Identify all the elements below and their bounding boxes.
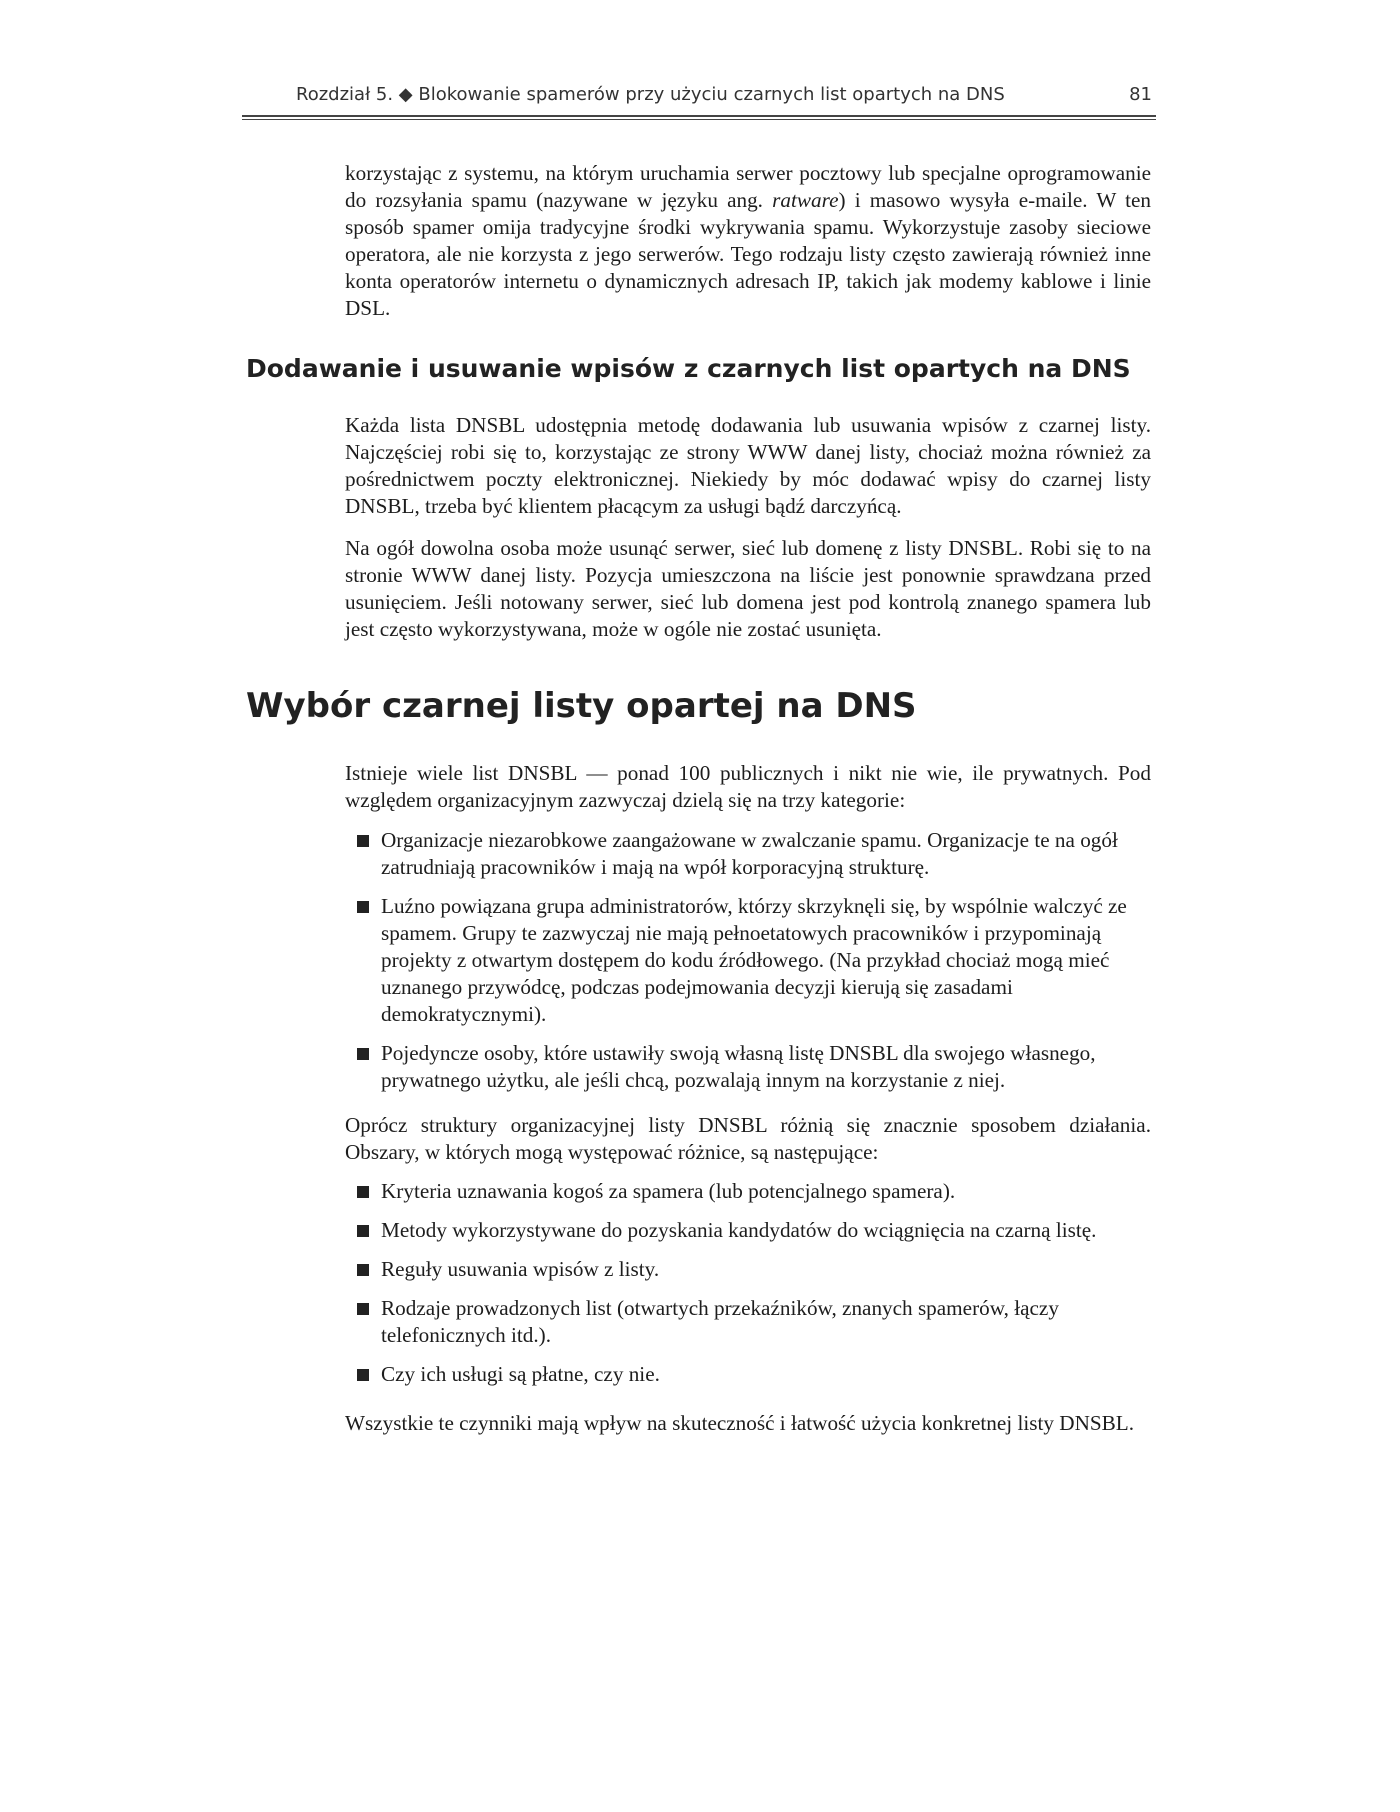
running-title: Rozdział 5. ◆ Blokowanie spamerów przy użyciu czarnych list opartych na DNS [296, 84, 1005, 105]
intro-text-a: korzystając z systemu, na którym uruchamia serwer pocztowy lub specjalne oprogramowanie do rozsyłania spamu (nazywane w języku ang. [345, 161, 1151, 212]
intro-paragraph [345, 160, 1151, 322]
list-item [345, 893, 1135, 1028]
list-item-text: Metody wykorzystywane do pozyskania kandydatów do wciągnięcia na czarną listę. [381, 1218, 1097, 1242]
list-item-text: Pojedyncze osoby, które ustawiły swoją własną listę DNSBL dla swojego własnego, prywatnego użytku, ale jeśli chcą, pozwalają innym na korzystanie z niej. [381, 1041, 1096, 1092]
list-item [345, 1040, 1135, 1094]
list-item [345, 827, 1135, 881]
header-rule [242, 115, 1156, 120]
intro-text-b: ) i masowo wysyła e-maile. W ten sposób spamer omija tradycyjne środki wykrywania spamu. Wykorzystuje zasoby sieciowe operatora, ale nie korzysta z jego serwerów. Tego rodzaju listy często zawierają również inne konta operatorów internetu o dynamicznych adresach IP, takich jak modemy kablowe i linie DSL. [345, 188, 1151, 320]
square-bullet-icon [357, 1048, 369, 1060]
list-item [345, 1256, 1135, 1283]
list-item-text: Organizacje niezarobkowe zaangażowane w zwalczanie spamu. Organizacje te na ogół zatrudniają pracowników i mają na wpół korporacyjną strukturę. [381, 828, 1118, 879]
list-item [345, 1217, 1135, 1244]
section-heading-add-remove: Dodawanie i usuwanie wpisów z czarnych list opartych na DNS [246, 354, 1131, 383]
list-item-text: Czy ich usługi są płatne, czy nie. [381, 1362, 660, 1386]
square-bullet-icon [357, 1303, 369, 1315]
square-bullet-icon [357, 1264, 369, 1276]
list-item [345, 1295, 1135, 1349]
add-remove-paragraph-1: Każda lista DNSBL udostępnia metodę dodawania lub usuwania wpisów z czarnej listy. Najczęściej robi się to, korzystając ze strony WWW danej listy, chociaż można również za pośrednictwem poczty elektronicznej. Niekiedy by móc dodawać wpisy do czarnej listy DNSBL, trzeba być klientem płacącym za usługi bądź darczyńcą. [345, 413, 1151, 518]
list-item [345, 1178, 1135, 1205]
add-remove-paragraph-2: Na ogół dowolna osoba może usunąć serwer, sieć lub domenę z listy DNSBL. Robi się to na stronie WWW danej listy. Pozycja umieszczona na liście jest ponownie sprawdzana przed usunięciem. Jeśli notowany serwer, sieć lub domena jest pod kontrolą znanego spamera lub jest często wykorzystywana, może w ogóle nie zostać usunięta. [345, 536, 1151, 641]
intro-italic-term: ratware [772, 188, 839, 212]
differences-intro-paragraph: Oprócz struktury organizacyjnej listy DNSBL różnią się znacznie sposobem działania. Obszary, w których mogą występować różnice, są następujące: [345, 1113, 1151, 1164]
page-number: 81 [1129, 84, 1152, 105]
differences-list [345, 1178, 1135, 1388]
closing-paragraph: Wszystkie te czynniki mają wpływ na skuteczność i łatwość użycia konkretnej listy DNSBL. [345, 1411, 1135, 1435]
list-item-text: Kryteria uznawania kogoś za spamera (lub potencjalnego spamera). [381, 1179, 956, 1203]
square-bullet-icon [357, 835, 369, 847]
square-bullet-icon [357, 1225, 369, 1237]
list-item-text: Reguły usuwania wpisów z listy. [381, 1257, 660, 1281]
list-item [345, 1361, 1135, 1388]
choose-intro-paragraph: Istnieje wiele list DNSBL — ponad 100 publicznych i nikt nie wie, ile prywatnych. Pod względem organizacyjnym zazwyczaj dzielą się na trzy kategorie: [345, 761, 1151, 812]
square-bullet-icon [357, 901, 369, 913]
list-item-text: Rodzaje prowadzonych list (otwartych przekaźników, znanych spamerów, łączy telefonicznych itd.). [381, 1296, 1059, 1347]
chapter-section-heading: Wybór czarnej listy opartej na DNS [246, 686, 917, 726]
list-item-text: Luźno powiązana grupa administratorów, którzy skrzyknęli się, by wspólnie walczyć ze spamem. Grupy te zazwyczaj nie mają pełnoetatowych pracowników i przypominają projekty z otwartym dostępem do kodu źródłowego. (Na przykład chociaż mogą mieć uznanego przywódcę, podczas podejmowania decyzji kierują się zasadami demokratycznymi). [381, 894, 1127, 1026]
category-list [345, 827, 1135, 1094]
square-bullet-icon [357, 1186, 369, 1198]
square-bullet-icon [357, 1369, 369, 1381]
